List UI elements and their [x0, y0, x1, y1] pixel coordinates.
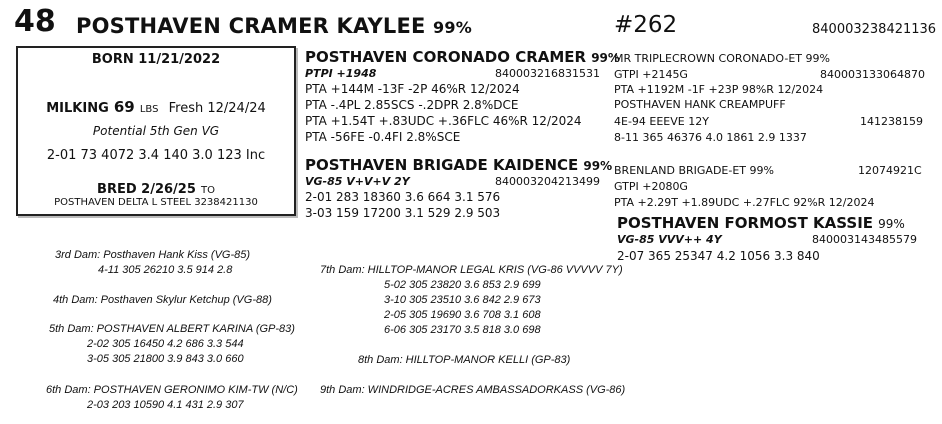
- eighth-dam: 8th Dam: HILLTOP-MANOR KELLI (GP-83): [358, 354, 571, 366]
- bred-sire: POSTHAVEN DELTA L STEEL 3238421130: [54, 197, 258, 208]
- sire-dam-class: 4E-94 EEEVE 12Y: [614, 115, 709, 128]
- bred-line: [18, 178, 294, 197]
- seventh-dam-record: 3-10 305 23510 3.6 842 2.9 673: [384, 294, 541, 306]
- sire-dam-name: POSTHAVEN HANK CREAMPUFF: [614, 98, 786, 111]
- dam-record: 2-01 283 18360 3.6 664 3.1 576: [305, 190, 501, 204]
- milking-value: 69: [113, 98, 135, 116]
- cow-name-title: [76, 14, 472, 38]
- sixth-dam: 6th Dam: POSTHAVEN GERONIMO KIM-TW (N/C): [46, 384, 298, 396]
- dam-dam-heading: [617, 213, 905, 232]
- dam-class: VG-85 V+V+V 2Y: [305, 175, 410, 188]
- seventh-dam-record: 2-05 305 19690 3.6 708 3.1 608: [384, 309, 541, 321]
- sire-pta-line: PTA -56FE -0.4FI 2.8%SCE: [305, 130, 461, 144]
- fifth-dam: 5th Dam: POSTHAVEN ALBERT KARINA (GP-83): [49, 323, 295, 335]
- third-dam-record: 4-11 305 26210 3.5 914 2.8: [98, 264, 233, 276]
- sire-pta-line: PTA +1.54T +.83UDC +.36FLC 46%R 12/2024: [305, 114, 582, 128]
- sire-id: 840003216831531: [495, 67, 600, 80]
- dam-dam-class: VG-85 VVV++ 4Y: [617, 233, 722, 246]
- sire-sire-pta: PTA +1192M -1F +23P 98%R 12/2024: [614, 83, 824, 96]
- sire-ptpi: PTPI +1948: [305, 67, 377, 80]
- dam-heading: [305, 155, 612, 174]
- dam-name: POSTHAVEN BRIGADE KAIDENCE: [305, 156, 579, 174]
- dam-sire-name: BRENLAND BRIGADE-ET 99%: [614, 164, 774, 177]
- milking-label: MILKING: [46, 101, 109, 116]
- sire-pta-line: PTA -.4PL 2.85SCS -.2DPR 2.8%DCE: [305, 98, 519, 112]
- lot-number: 48: [14, 4, 56, 39]
- milking-unit: LBS: [139, 104, 159, 115]
- cow-name: POSTHAVEN CRAMER KAYLEE: [76, 14, 426, 38]
- sire-pta-line: PTA +144M -13F -2P 46%R 12/2024: [305, 82, 520, 96]
- cow-percent: 99%: [433, 18, 472, 37]
- seventh-dam-record: 6-06 305 23170 3.5 818 3.0 698: [384, 324, 541, 336]
- dam-percent: 99%: [583, 159, 613, 173]
- fourth-dam: 4th Dam: Posthaven Skylur Ketchup (VG-88): [53, 294, 272, 306]
- seventh-dam-record: 5-02 305 23820 3.6 853 2.9 699: [384, 279, 541, 291]
- dam-id: 840003204213499: [495, 175, 600, 188]
- sire-sire-gtpi: GTPI +2145G: [614, 68, 688, 81]
- bred-to: TO: [200, 185, 215, 196]
- dam-sire-pta: PTA +2.29T +1.89UDC +.27FLC 92%R 12/2024: [614, 196, 875, 209]
- milk-record: 2-01 73 4072 3.4 140 3.0 123 Inc: [46, 148, 266, 163]
- dam-dam-name: POSTHAVEN FORMOST KASSIE: [617, 214, 874, 232]
- dam-dam-id: 840003143485579: [812, 233, 917, 246]
- dam-sire-gtpi: GTPI +2080G: [614, 180, 688, 193]
- ninth-dam: 9th Dam: WINDRIDGE-ACRES AMBASSADORKASS (VG-86): [320, 384, 626, 396]
- sire-heading: [305, 47, 620, 66]
- sire-sire-id: 840003133064870: [820, 68, 925, 81]
- third-dam: 3rd Dam: Posthaven Hank Kiss (VG-85): [55, 249, 251, 261]
- fresh-date: Fresh 12/24/24: [168, 101, 266, 116]
- seventh-dam: 7th Dam: HILLTOP-MANOR LEGAL KRIS (VG-86 VVVVV 7Y): [320, 264, 623, 276]
- bred-label: BRED 2/26/25: [97, 182, 196, 197]
- dam-record: 3-03 159 17200 3.1 529 2.9 503: [305, 206, 501, 220]
- fifth-dam-record: 3-05 305 21800 3.9 843 3.0 660: [87, 353, 244, 365]
- born-date: BORN 11/21/2022: [91, 52, 221, 67]
- registration-tag: 840003238421136: [812, 22, 937, 37]
- sixth-dam-record: 2-03 203 10590 4.1 431 2.9 307: [87, 399, 244, 411]
- sire-sire-name: MR TRIPLECROWN CORONADO-ET 99%: [614, 52, 830, 65]
- fifth-dam-record: 2-02 305 16450 4.2 686 3.3 544: [87, 338, 244, 350]
- milking-line: [18, 97, 294, 116]
- dam-sire-id: 12074921C: [858, 164, 922, 177]
- dam-dam-percent: 99%: [878, 217, 905, 231]
- sire-name: POSTHAVEN CORONADO CRAMER: [305, 48, 587, 66]
- sire-dam-id: 141238159: [860, 115, 923, 128]
- sire-percent: 99%: [591, 51, 620, 65]
- dam-dam-record: 2-07 365 25347 4.2 1056 3.3 840: [617, 249, 820, 263]
- sire-dam-record: 8-11 365 46376 4.0 1861 2.9 1337: [614, 131, 807, 144]
- catalog-number: #262: [614, 12, 678, 38]
- potential-text: Potential 5th Gen VG: [92, 124, 220, 138]
- info-box: [16, 46, 296, 216]
